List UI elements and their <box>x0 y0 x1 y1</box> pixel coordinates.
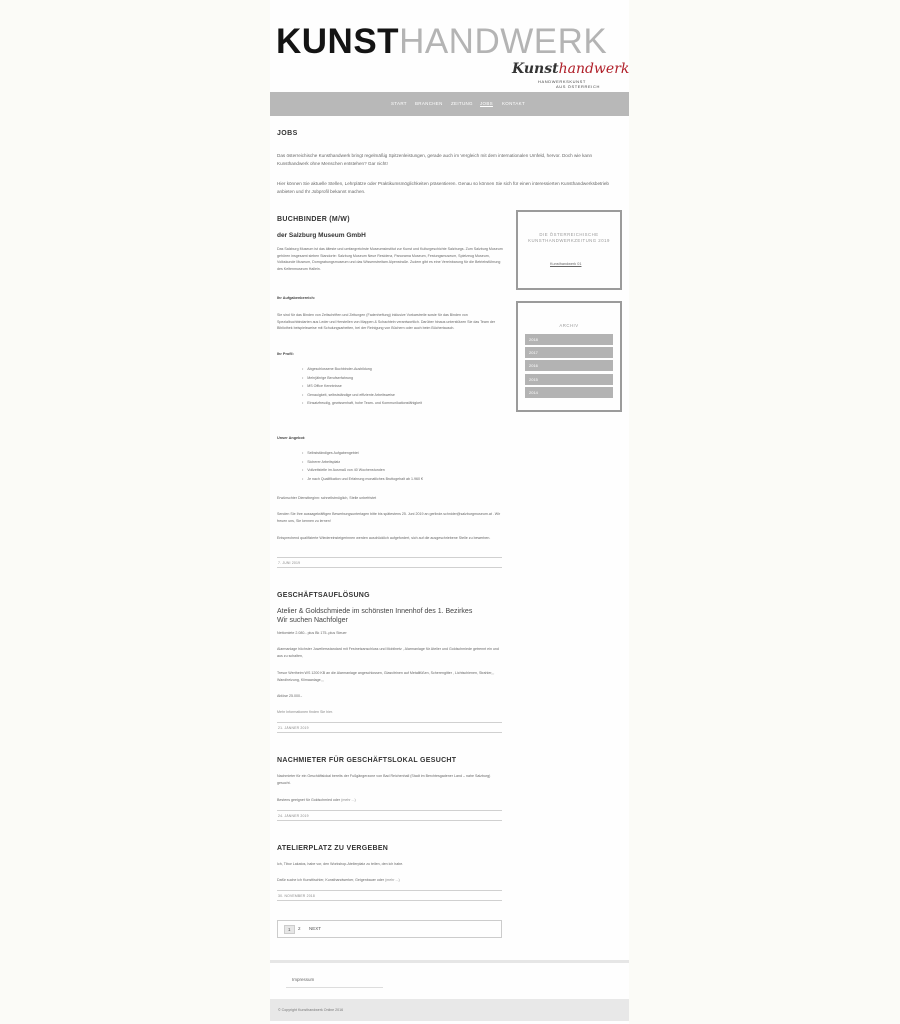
post-text: Nachmieter für ein Geschäftslokal bereits der Fußgängerzone von Bad Reichenhall (Stadt im Berchtesgadener Land – nahe Salzburg) gesucht. <box>277 774 491 785</box>
page-2-button[interactable]: 2 <box>298 926 301 931</box>
post-text: Das Salzburg Museum ist das älteste und umfangreichste Museumsinstitut zur Kunst und Kulturgeschichte Salzburgs. Zum Salzburg Museum gehören insgesamt sieben Standorte: Salzburg Museum Neue Residenz, Panorama Museum, Festungsmuseum, Spielzeug Museum, Volkskunde Museum, Domgrabungsmuseum und das Wissenstreitam Alpenstraße. Zudem gibt es eine Vereinbarung für die Betriebsführung des Keltenmuseum Hallein. <box>277 247 503 271</box>
list-item: • Vollzeitstelle im Ausmaß von 40 Wochenstunden <box>302 466 423 475</box>
post-text: Dafür suche ich Kunsttischler, Kunsthandwerker, Geigenbauer oder (mehr ...) <box>277 878 400 882</box>
post-label: Ihr Aufgabenbereich: <box>277 296 316 300</box>
page-1-button[interactable]: 1 <box>284 925 295 934</box>
intro-text-1: Das österreichische Kunsthandwerk bringt regelmäßig Spitzenleistungen, gerade auch im Vergleich mit dem internationalen Umfeld, hervor. Doch wie kann Kunsthandwerk ohne Menschen entstehen? Gar nicht! <box>277 153 593 166</box>
zeitung-title: DIE ÖSTERREICHISCHE KUNSTHANDWERKZEITUNG 2019 <box>528 232 610 243</box>
copyright-bar <box>270 999 629 1021</box>
post-text: Entsprechend qualifizierte Wiedereinsteigerinnen werden ausdrücklich aufgefordert, sich auf die ausgeschriebene Stelle zu bewerben. <box>277 536 491 540</box>
site-logo[interactable] <box>276 22 607 62</box>
list-item: • Sicherer Arbeitsplatz <box>302 458 423 467</box>
post-text: Nettomiete 2.080.- plus Bk 175.-plus Steuer <box>277 631 347 635</box>
nav-kontakt[interactable]: KONTAKT <box>502 101 526 106</box>
archive-item[interactable]: 2015 <box>525 374 613 385</box>
archive-item[interactable]: 2016 <box>525 360 613 371</box>
list-item: • Mehrjährige Berufserfahrung <box>302 374 422 383</box>
next-page-button[interactable]: NEXT <box>309 926 322 931</box>
footer-divider <box>286 987 383 988</box>
zeitung-link[interactable]: Kunsthandwerk 01 <box>550 262 582 266</box>
post-text: Bestens geeignet für Goldschmied oder (mehr ...) <box>277 798 356 802</box>
read-more-link[interactable]: (mehr ...) <box>341 798 356 802</box>
archive-item[interactable]: 2018 <box>525 334 613 345</box>
post-date[interactable]: 21. JÄNNER 2019 <box>278 726 309 730</box>
post-text: Senden Sie Ihre aussagekräftigen Bewerbungsunterlagen bitte bis spätestens 25. Juni 2019 an gerlinde.schnider@salzburgmuseum.at . Wir freuen uns, Sie kennen zu lernen! <box>277 512 501 523</box>
nav-jobs[interactable]: JOBS <box>480 101 493 106</box>
page-title: JOBS <box>277 130 298 137</box>
sub-logo-line2: AUS ÖSTERREICH <box>556 84 600 89</box>
intro-text-2: Hier können Sie aktuelle Stellen, Lehrplätze oder Praktikumsmöglichkeiten präsentieren. Genau so können Sie sich für einen interessierten Kunsthandwerksbetrieb anbieten und Ihr Jobprofil bekannt machen. <box>277 181 609 194</box>
post-date[interactable]: 24. JÄNNER 2019 <box>278 814 309 818</box>
logo-text-light: HANDWERK <box>399 22 608 61</box>
nav-branchen[interactable]: BRANCHEN <box>415 101 443 106</box>
list-item: • Je nach Qualifikation und Erfahrung monatliches Bruttogehalt ab 1.960 € <box>302 475 423 484</box>
post-divider <box>277 900 502 901</box>
offer-list <box>302 449 423 483</box>
sub-logo-line1: HANDWERKSKUNST <box>538 79 586 84</box>
post-title[interactable]: NACHMIETER FÜR GESCHÄFTSLOKAL GESUCHT <box>277 757 457 764</box>
read-more-link[interactable]: (mehr ...) <box>385 878 400 882</box>
post-title[interactable]: ATELIERPLATZ ZU VERGEBEN <box>277 845 389 852</box>
post-title[interactable]: BUCHBINDER (M/W) <box>277 216 350 223</box>
sub-logo-script: Kunsthandwerk <box>512 61 630 77</box>
impressum-link[interactable]: Impressum <box>292 977 315 982</box>
archive-item[interactable]: 2017 <box>525 347 613 358</box>
nav-zeitung[interactable]: ZEITUNG <box>451 101 473 106</box>
post-label: Ihr Profil: <box>277 352 294 356</box>
post-text: Tresor Wertheim WS 1200 KB an die Alarmanlage angeschlossen, Glasvitrinen auf Metallfüßen, Scherengitter , Lichtschienen, Strahler,,, Wandheizung, Klimaanlage,,, <box>277 671 495 682</box>
archive-title: ARCHIV <box>559 323 579 328</box>
list-item: • Abgeschlossene Buchbinder-Ausbildung <box>302 365 422 374</box>
post-text: Ablöse 25.000.- <box>277 694 303 698</box>
archive-item[interactable]: 2014 <box>525 387 613 398</box>
logo-text-dark: KUNST <box>276 22 400 61</box>
more-info-link[interactable]: Mehr Informationen finden Sie hier. <box>277 710 333 714</box>
post-divider <box>277 820 502 821</box>
list-item: • MS Office Kenntnisse <box>302 382 422 391</box>
main-nav <box>270 92 629 116</box>
post-divider <box>277 890 502 891</box>
post-divider <box>277 732 502 733</box>
list-item: • Selbstständiges Aufgabengebiet <box>302 449 423 458</box>
sub-logo <box>508 61 630 93</box>
footer-bar <box>270 960 629 963</box>
profile-list <box>302 365 422 408</box>
copyright-text: © Copyright Kunsthandwerk Online 2016 <box>278 1008 344 1012</box>
pagination <box>277 920 502 938</box>
post-divider <box>277 567 502 568</box>
post-divider <box>277 722 502 723</box>
list-item: • Genauigkeit, selbstständige und effiziente Arbeitsweise <box>302 391 422 400</box>
post-label: Unser Angebot: <box>277 436 306 440</box>
list-item: • Einsatzfreudig, gewissenhaft, hohe Team- und Kommunikationsfähigkeit <box>302 399 422 408</box>
post-divider <box>277 810 502 811</box>
post-date[interactable]: 7. JUNI 2019 <box>278 561 301 565</box>
zeitung-widget <box>516 210 622 290</box>
post-subtitle: Atelier & Goldschmiede im schönsten Innenhof des 1. Bezirkes <box>277 608 473 615</box>
post-divider <box>277 557 502 558</box>
nav-start[interactable]: START <box>391 101 407 106</box>
post-title[interactable]: GESCHÄFTSAUFLÖSUNG <box>277 592 370 599</box>
post-text: Ich, Tibor Lakatos, habe vor, den Workshop-Atelierplatz zu teilen, den ich habe. <box>277 862 404 866</box>
post-date[interactable]: 30. NOVEMBER 2018 <box>278 894 315 898</box>
post-subtitle: der Salzburg Museum GmbH <box>277 232 366 239</box>
post-text: Sie sind für das Binden von Zeitschriften und Zeitungen (Fadenheftung) inklusive Vorkarstreile sowie für das Binden von Spezialbuchbindarten aus Leder und Herstellen von Mappen & Schachteln verantwortlich. Darüber hinaus unterstützen Sie das Team der Bibliothek beispielsweise mit Schulungsarbeiten, bei der Reinigung von Büchern oder auch beim Büchertausch. <box>277 313 496 330</box>
post-text: Alarmanlage höchster Juweliersstandard mit Festnetzanschluss und Mobilnetz , Alarmanlage für Atelier und Goldschmiede getrennt ein und aus zu schalten, <box>277 647 499 658</box>
post-subtitle: Wir suchen Nachfolger <box>277 617 348 624</box>
post-text: Erwünschter Dienstbeginn: schnellstmöglich, Stelle unbefristet <box>277 496 377 500</box>
